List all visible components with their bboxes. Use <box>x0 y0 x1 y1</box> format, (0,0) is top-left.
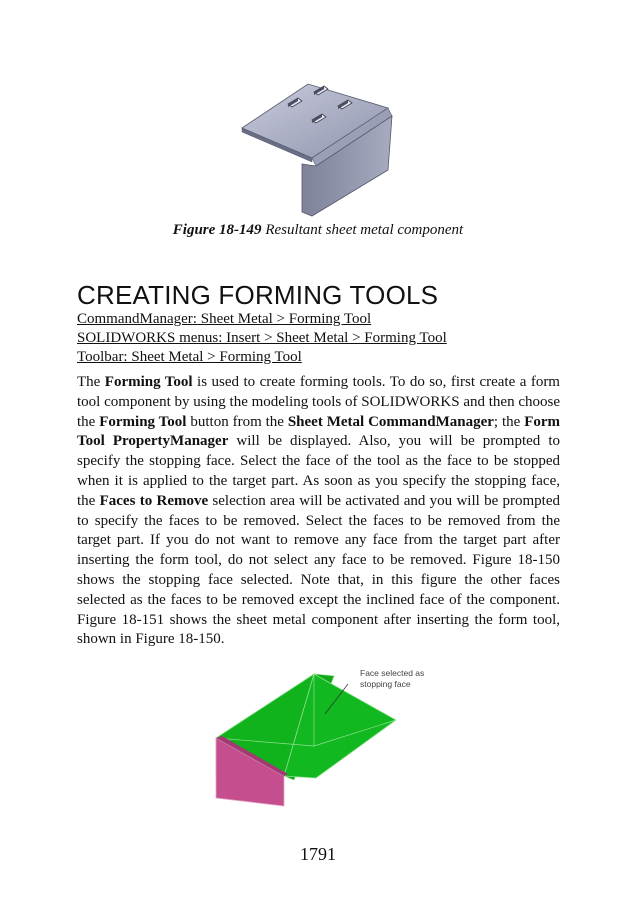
sheet-metal-component-figure <box>240 82 400 222</box>
body-paragraph: The Forming Tool is used to create forming tools. To do so, first create a form tool component by using the modeling tools of SOLIDWORKS and then choose the Forming Tool button from the Sheet Metal CommandManager; the Form Tool PropertyManager will be displayed. Also, you will be prompted to specify the stopping face. Select the face of the tool as the face to be stopped when it is applied to the target part. As soon as you specify the stopping face, the Faces to Remove selection area will be activated and you will be prompted to specify the faces to be removed. Select the faces to be removed from the target part. If you do not want to remove any face from the target part after inserting the form tool, do not select any face to be removed. Figure 18-150 shows the stopping face selected. Note that, in this figure the other faces selected as the faces to be removed except the inclined face of the component. Figure 18-151 shows the sheet metal component after inserting the form tool, shown in Figure 18-150. <box>77 374 561 648</box>
annotation-line-2: stopping face <box>360 679 411 689</box>
section-heading: CREATING FORMING TOOLS <box>77 280 439 310</box>
annotation-line-1: Face selected as <box>360 668 425 678</box>
figure-caption <box>0 222 636 239</box>
page-number: 1791 <box>300 844 336 864</box>
commandmanager-path: CommandManager: Sheet Metal > Forming Tool <box>77 311 372 327</box>
stopping-face-figure <box>210 666 430 811</box>
figure-caption-label: Figure 18-149 <box>172 222 262 238</box>
toolbar-path: Toolbar: Sheet Metal > Forming Tool <box>77 349 302 365</box>
solidworks-menus-path: SOLIDWORKS menus: Insert > Sheet Metal > Forming Tool <box>77 330 447 346</box>
figure-caption-text: Resultant sheet metal component <box>261 222 464 238</box>
